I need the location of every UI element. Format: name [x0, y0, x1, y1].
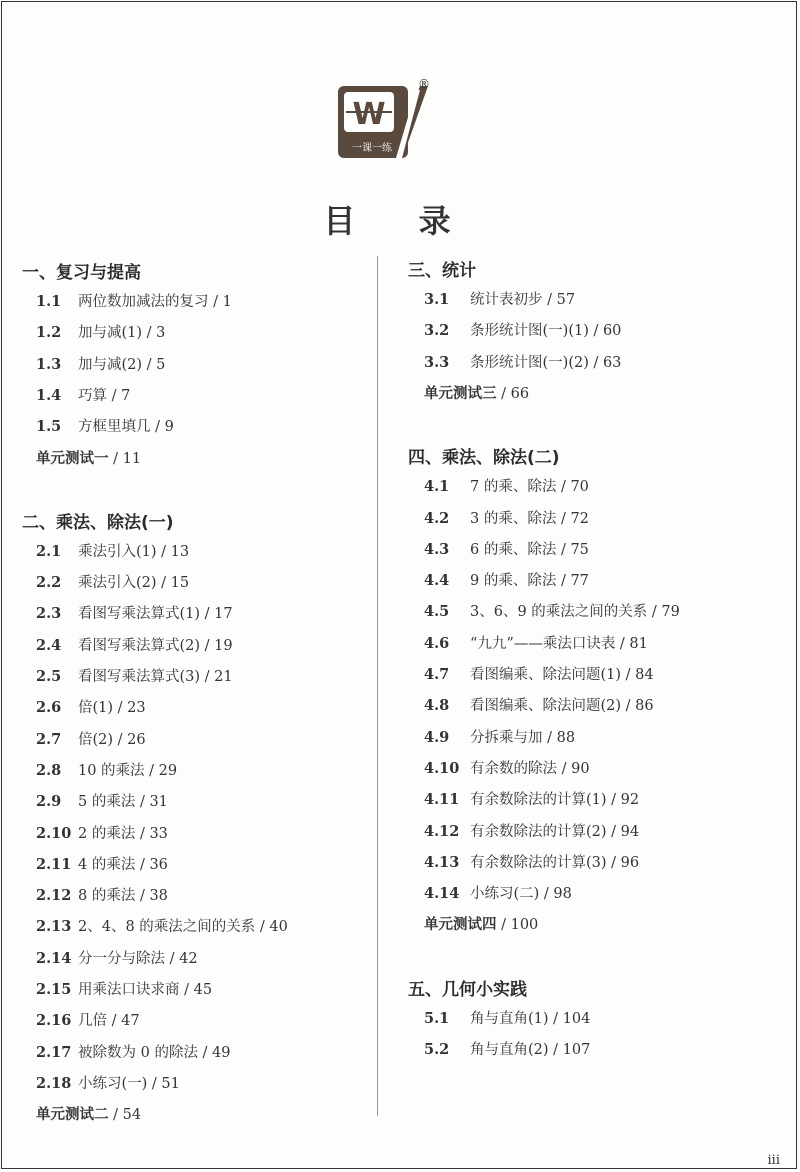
entry-number: 3.2 [424, 322, 450, 340]
entry-number: 2.14 [36, 949, 72, 967]
toc-entry[interactable] [36, 1072, 180, 1093]
entry-number: 2.6 [36, 699, 62, 717]
entry-number: 2.11 [36, 855, 72, 873]
entry-title: 4 的乘法 / 36 [78, 856, 168, 873]
toc-entry[interactable] [424, 1007, 590, 1028]
entry-title: 9 的乘、除法 / 77 [470, 573, 589, 590]
entry-number: 4.6 [424, 634, 450, 652]
unit-test-entry[interactable] [36, 1103, 141, 1124]
unit-test-page: / 66 [496, 385, 530, 402]
entry-title: 加与减(1) / 3 [78, 325, 166, 342]
entry-number: 4.13 [424, 853, 460, 871]
entry-title: “九九”——乘法口诀表 / 81 [470, 635, 648, 652]
toc-entry[interactable] [424, 538, 589, 559]
entry-title: 角与直角(1) / 104 [470, 1010, 591, 1027]
toc-entry[interactable] [424, 632, 648, 653]
entry-title: 几倍 / 47 [78, 1013, 140, 1030]
entry-number: 2.12 [36, 887, 72, 905]
column-divider [377, 256, 378, 1116]
entry-number: 3.3 [424, 353, 450, 371]
entry-title: 小练习(一) / 51 [78, 1075, 180, 1092]
entry-number: 2.4 [36, 636, 62, 654]
entry-title: 两位数加减法的复习 / 1 [78, 294, 232, 310]
entry-number: 2.1 [36, 542, 62, 560]
unit-test-page: / 11 [108, 450, 142, 467]
toc-entry[interactable] [424, 663, 654, 684]
toc-entry[interactable] [36, 415, 174, 436]
entry-number: 2.7 [36, 730, 62, 748]
toc-entry[interactable] [36, 321, 165, 342]
entry-number: 4.4 [424, 572, 450, 590]
toc-entry[interactable] [424, 569, 589, 590]
entry-title: 5 的乘法 / 31 [78, 794, 168, 811]
toc-entry[interactable] [36, 790, 168, 811]
unit-test-title: 单元测试四 [424, 916, 497, 934]
toc-entry[interactable] [36, 353, 165, 374]
toc-entry[interactable] [36, 602, 233, 623]
unit-test-page: / 54 [108, 1107, 142, 1124]
entry-title: 3、6、9 的乘法之间的关系 / 79 [470, 604, 680, 621]
entry-number: 5.1 [424, 1009, 450, 1027]
entry-number: 4.12 [424, 822, 460, 840]
unit-test-title: 单元测试二 [36, 1106, 109, 1124]
entry-title: 2 的乘法 / 33 [78, 825, 168, 842]
toc-entry[interactable] [36, 540, 189, 561]
entry-title: 有余数除法的计算(1) / 92 [470, 792, 640, 809]
entry-number: 4.3 [424, 540, 450, 558]
entry-title: 倍(1) / 23 [78, 700, 146, 717]
page-number: iii [767, 1153, 780, 1168]
toc-entry[interactable] [36, 915, 288, 936]
section-heading: 三、统计 [408, 261, 476, 281]
unit-test-page: / 100 [496, 917, 539, 934]
entry-title: 看图写乘法算式(3) / 21 [78, 669, 233, 685]
toc-entry[interactable] [424, 882, 572, 903]
entry-title: 有余数除法的计算(2) / 94 [470, 823, 640, 840]
entry-number: 1.1 [36, 293, 62, 310]
section-heading: 四、乘法、除法(二) [408, 448, 560, 469]
toc-entry[interactable] [424, 319, 621, 340]
toc-entry[interactable] [424, 475, 589, 496]
entry-title: 巧算 / 7 [78, 387, 131, 404]
toc-entry[interactable] [36, 571, 189, 592]
unit-test-entry[interactable] [36, 447, 141, 468]
entry-number: 4.2 [424, 509, 450, 527]
entry-title: 3 的乘、除法 / 72 [470, 510, 589, 527]
entry-title: 看图写乘法算式(2) / 19 [78, 637, 233, 654]
entry-number: 4.11 [424, 791, 460, 809]
entry-number: 2.18 [36, 1074, 72, 1092]
entry-number: 5.2 [424, 1041, 450, 1058]
entry-title: 分拆乘与加 / 88 [470, 729, 576, 746]
logo-label: 一课一练 [352, 143, 392, 154]
entry-title: 6 的乘、除法 / 75 [470, 541, 589, 558]
section-heading: 五、几何小实践 [408, 979, 527, 1000]
toc-entry[interactable] [36, 884, 168, 905]
section-heading: 一、复习与提高 [22, 263, 141, 283]
entry-number: 1.2 [36, 324, 62, 342]
entry-number: 2.16 [36, 1012, 72, 1030]
entry-number: 2.5 [36, 668, 62, 685]
entry-title: 看图编乘、除法问题(1) / 84 [470, 667, 654, 683]
entry-number: 4.10 [424, 759, 460, 777]
entry-title: 看图写乘法算式(1) / 17 [78, 606, 233, 623]
toc-entry[interactable] [424, 726, 575, 747]
entry-title: 小练习(二) / 98 [470, 886, 572, 903]
entry-number: 4.7 [424, 666, 450, 683]
entry-number: 4.14 [424, 885, 460, 903]
entry-title: 分一分与除法 / 42 [78, 950, 198, 967]
toc-entry[interactable] [36, 1041, 231, 1062]
toc-entry[interactable] [424, 600, 680, 621]
entry-title: 有余数的除法 / 90 [470, 760, 590, 777]
registered-mark: ® [418, 77, 430, 91]
unit-test-entry[interactable] [424, 913, 538, 934]
entry-title: 8 的乘法 / 38 [78, 888, 168, 905]
entry-title: 条形统计图(一)(2) / 63 [470, 354, 622, 371]
entry-title: 被除数为 0 的除法 / 49 [78, 1044, 231, 1061]
toc-entry[interactable] [424, 851, 639, 872]
toc-entry[interactable] [424, 757, 590, 778]
toc-entry[interactable] [424, 351, 621, 372]
toc-entry[interactable] [36, 853, 168, 874]
publisher-logo [336, 76, 432, 160]
toc-entry[interactable] [36, 1009, 140, 1030]
toc-entry[interactable] [36, 290, 232, 311]
page-title: 目 录 [323, 202, 477, 240]
entry-number: 4.5 [424, 603, 450, 621]
entry-number: 2.8 [36, 761, 62, 779]
entry-title: 方框里填几 / 9 [78, 419, 174, 436]
entry-title: 7 的乘、除法 / 70 [470, 479, 589, 496]
entry-number: 3.1 [424, 291, 450, 308]
entry-number: 4.9 [424, 728, 450, 746]
entry-title: 10 的乘法 / 29 [78, 762, 178, 779]
entry-title: 条形统计图(一)(1) / 60 [470, 323, 622, 340]
toc-entry[interactable] [36, 947, 198, 968]
entry-number: 2.13 [36, 918, 72, 936]
entry-title: 统计表初步 / 57 [470, 292, 576, 308]
toc-entry[interactable] [36, 384, 130, 405]
toc-entry[interactable] [424, 788, 639, 809]
section-heading: 二、乘法、除法(一) [22, 512, 174, 533]
entry-title: 2、4、8 的乘法之间的关系 / 40 [78, 919, 288, 936]
toc-entry[interactable] [36, 978, 212, 999]
entry-number: 2.15 [36, 981, 72, 998]
entry-number: 2.2 [36, 574, 62, 592]
toc-entry[interactable] [36, 728, 146, 749]
toc-entry[interactable] [36, 634, 233, 655]
toc-entry[interactable] [424, 507, 589, 528]
entry-number: 1.4 [36, 386, 62, 404]
unit-test-title: 单元测试一 [36, 449, 109, 467]
toc-entry[interactable] [36, 822, 168, 843]
entry-number: 2.9 [36, 793, 62, 811]
entry-number: 2.17 [36, 1043, 72, 1061]
entry-number: 2.3 [36, 605, 62, 623]
unit-test-title: 单元测试三 [424, 384, 497, 402]
toc-entry[interactable] [424, 1038, 590, 1059]
toc-entry[interactable] [36, 759, 177, 780]
entry-number: 1.3 [36, 355, 62, 373]
entry-title: 加与减(2) / 5 [78, 356, 166, 373]
unit-test-entry[interactable] [424, 382, 529, 403]
entry-title: 看图编乘、除法问题(2) / 86 [470, 698, 654, 715]
toc-entry[interactable] [424, 694, 654, 715]
entry-number: 2.10 [36, 824, 72, 842]
entry-number: 1.5 [36, 418, 62, 436]
entry-title: 用乘法口诀求商 / 45 [78, 982, 213, 998]
entry-title: 乘法引入(1) / 13 [78, 543, 190, 560]
entry-number: 4.8 [424, 697, 450, 715]
entry-title: 有余数除法的计算(3) / 96 [470, 854, 640, 871]
toc-entry[interactable] [36, 696, 146, 717]
svg-text:W: W [352, 97, 386, 132]
toc-entry[interactable] [424, 820, 639, 841]
toc-entry[interactable] [424, 288, 575, 309]
entry-number: 4.1 [424, 478, 450, 496]
entry-title: 角与直角(2) / 107 [470, 1042, 591, 1058]
entry-title: 倍(2) / 26 [78, 731, 146, 748]
entry-title: 乘法引入(2) / 15 [78, 575, 190, 592]
toc-entry[interactable] [36, 665, 233, 686]
